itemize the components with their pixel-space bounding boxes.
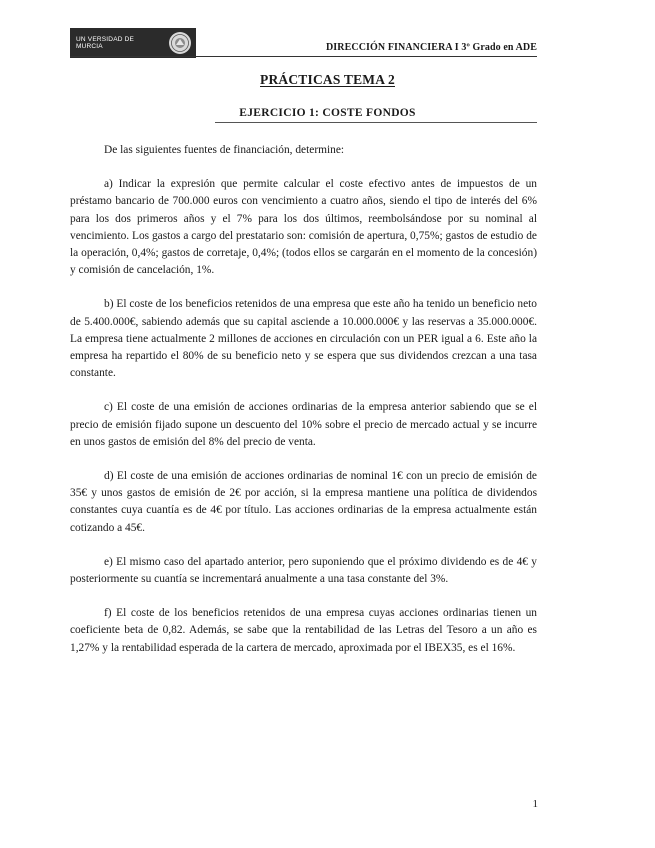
- intro-paragraph: De las siguientes fuentes de financiación, determine:: [104, 144, 345, 156]
- exercise-item-e: e) El mismo caso del apartado anterior, pero suponiendo que el próximo dividendo es de 4€ y posteriormente su cuantía se incrementará anualmente a una tasa constante del 3%.: [70, 555, 537, 586]
- logo-line1: UN VERSIDAD DE: [76, 36, 135, 43]
- logo-line2: MURCIA: [76, 43, 103, 50]
- exercise-item-f: f) El coste de los beneficios retenidos de una empresa cuyas acciones ordinarias tienen un coeficiente beta de 0,82. Además, se sabe que la rentabilidad de las Letras del Tesoro a un año es 1,27% y la rentabilidad esperada de la cartera de mercado, aproximada por el IBEX35, es el 16%.: [70, 607, 537, 654]
- university-seal-icon: [168, 31, 192, 55]
- page-title: PRÁCTICAS TEMA 2: [260, 72, 395, 87]
- university-logo: [70, 28, 196, 58]
- section-divider: [215, 122, 537, 123]
- exercise-item-b: b) El coste de los beneficios retenidos de una empresa que este año ha tenido un beneficio neto de 5.400.000€, sabiendo además que su capital asciende a 10.000.000€ y las reservas a 35.000.000€. La empresa tiene actualmente 2 millones de acciones en circulación con un PER igual a 6. Este año la empresa ha repartido el 80% de su beneficio neto y se espera que sus dividendos crezcan a una tasa constante.: [70, 298, 537, 380]
- document-body: [70, 142, 537, 674]
- exercise-item-a: a) Indicar la expresión que permite calcular el coste efectivo antes de impuestos de un préstamo bancario de 700.000 euros con vencimiento a cuatro años, siendo el tipo de interés del 6% para los dos primeros años y el 7% para los dos últimos, reembolsándose por su nominal al vencimiento. Los gastos a cargo del prestatario son: comisión de apertura, 0,75%; gastos de estudio de la operación, 0,4%; gastos de corretaje, 0,4%; (todos ellos se cargarán en el momento de la concesión) y comisión de cancelación, 1%.: [70, 178, 537, 277]
- header-divider: [70, 56, 537, 57]
- logo-text: [76, 36, 134, 50]
- page-number: 1: [532, 798, 538, 810]
- section-title: EJERCICIO 1: COSTE FONDOS: [239, 107, 416, 119]
- course-title: DIRECCIÓN FINANCIERA I 3º Grado en ADE: [325, 42, 537, 53]
- exercise-item-c: c) El coste de una emisión de acciones ordinarias de la empresa anterior sabiendo que se el precio de emisión fijado supone un descuento del 10% sobre el precio de mercado actual y se incurre en unos gastos de emisión del 8% del precio de venta.: [70, 401, 537, 448]
- exercise-item-d: d) El coste de una emisión de acciones ordinarias de nominal 1€ con un precio de emisión de 35€ y unos gastos de emisión de 2€ por acción, si la empresa mantiene una política de dividendos constantes cuya cuantía es de 4€ por título. Las acciones ordinarias de la empresa actualmente están cotizando a 45€.: [70, 470, 537, 534]
